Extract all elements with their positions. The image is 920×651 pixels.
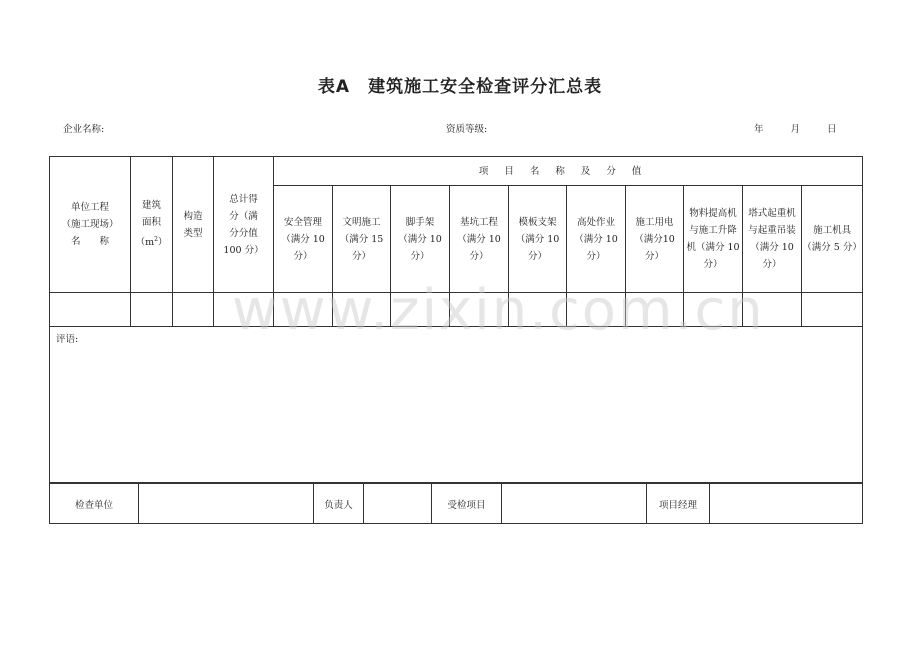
area-header-unit	[131, 231, 172, 251]
project-manager-label: 项目经理	[647, 484, 710, 524]
score-cell[interactable]	[450, 293, 509, 327]
item-header-line: 模板支架	[518, 216, 557, 228]
item-header-line: 分）	[410, 250, 430, 262]
item-header-line: 分）	[703, 259, 723, 270]
item-header-line: 文明施工	[342, 216, 381, 228]
score-cell[interactable]	[743, 293, 802, 327]
item-header-line: 与起重吊装	[748, 225, 796, 236]
score-data-row	[50, 293, 863, 327]
item-header-9	[802, 186, 863, 293]
item-header-line: 施工机具	[813, 225, 852, 236]
unit-header-line: 名 称	[70, 236, 109, 247]
item-header-0	[274, 186, 333, 293]
item-header-7	[684, 186, 743, 293]
item-header-3	[450, 186, 509, 293]
item-header-line: 基坑工程	[459, 216, 498, 228]
structure-header-line: 构造	[183, 210, 203, 222]
total-header-line: 总计得	[229, 193, 258, 205]
item-header-line: （满分 10	[457, 233, 501, 245]
item-header-line: （满分 10	[750, 242, 794, 253]
inspected-project-label: 受检项目	[432, 484, 502, 524]
item-header-4	[509, 186, 567, 293]
score-cell[interactable]	[802, 293, 863, 327]
structure-header-line: 类型	[183, 227, 203, 239]
item-header-line: 分）	[527, 250, 547, 262]
total-header-line: 分（满	[229, 210, 258, 222]
item-header-line: 塔式起重机	[748, 208, 796, 219]
item-header-line: （满分 10	[515, 233, 560, 245]
inspected-project-field[interactable]	[502, 484, 647, 524]
total-header-line: 分分值	[229, 227, 258, 239]
score-cell[interactable]	[274, 293, 333, 327]
item-header-line: 分）	[586, 250, 606, 262]
item-header-line: （满分 10	[398, 233, 442, 245]
person-in-charge-field[interactable]	[364, 484, 432, 524]
item-header-line: 分）	[293, 250, 313, 262]
item-header-line: 物料提高机	[689, 208, 737, 219]
item-header-2	[391, 186, 450, 293]
score-cell[interactable]	[333, 293, 391, 327]
item-header-line: 分）	[469, 250, 489, 262]
unit-header-line: 单位工程	[70, 202, 109, 213]
total-header-line: 100 分）	[223, 244, 264, 256]
item-header-line: 与施工升降	[689, 225, 737, 236]
person-in-charge-label: 负责人	[314, 484, 364, 524]
area-unit-close: ）	[157, 237, 168, 249]
item-header-8	[743, 186, 802, 293]
item-header-line: （满分 10	[281, 233, 325, 245]
score-cell[interactable]	[131, 293, 173, 327]
unit-header-line: （施工现场）	[61, 219, 119, 230]
item-header-6	[626, 186, 684, 293]
inspect-unit-label: 检查单位	[50, 484, 139, 524]
item-header-line: 分）	[762, 259, 782, 270]
signature-table	[49, 483, 863, 524]
score-summary-table	[49, 156, 863, 483]
structure-type-header	[173, 157, 214, 293]
item-header-line: （满分 10	[574, 233, 618, 245]
total-score-header	[214, 157, 274, 293]
area-header-line: 面积	[141, 217, 161, 229]
score-cell[interactable]	[684, 293, 743, 327]
item-header-line: （满分 5 分）	[802, 242, 862, 253]
score-cell[interactable]	[626, 293, 684, 327]
score-cell[interactable]	[509, 293, 567, 327]
item-header-line: （满分10	[634, 233, 675, 245]
item-header-line: 分）	[644, 250, 664, 262]
area-unit-open: （m	[135, 237, 155, 249]
item-header-line: 高处作业	[576, 216, 615, 228]
score-cell[interactable]	[173, 293, 214, 327]
item-header-line: （满分 15	[339, 233, 384, 245]
score-cell[interactable]	[391, 293, 450, 327]
day-label: 日	[827, 124, 837, 135]
score-cell[interactable]	[50, 293, 131, 327]
score-cell[interactable]	[214, 293, 274, 327]
title-text: 建筑施工安全检查评分汇总表	[368, 77, 603, 97]
item-header-line: 安全管理	[283, 216, 322, 228]
comment-area[interactable]	[50, 327, 863, 483]
page-title	[0, 72, 920, 97]
qualification-label: 资质等级:	[446, 124, 488, 135]
item-group-header: 项目名称及分值	[274, 157, 863, 186]
project-manager-field[interactable]	[710, 484, 863, 524]
item-header-line: 分）	[351, 250, 371, 262]
comment-label: 评语:	[56, 334, 79, 345]
watermark: www.zixin.com.cn	[232, 278, 765, 343]
unit-project-header	[50, 157, 131, 293]
item-header-5	[567, 186, 626, 293]
date-labels	[754, 121, 837, 135]
item-header-1	[333, 186, 391, 293]
building-area-header	[131, 157, 173, 293]
year-label: 年	[754, 124, 764, 135]
score-cell[interactable]	[567, 293, 626, 327]
area-unit-sup: 2	[154, 236, 158, 244]
item-header-line: 施工用电	[635, 216, 674, 228]
company-name-label: 企业名称:	[63, 124, 105, 135]
inspect-unit-field[interactable]	[139, 484, 314, 524]
item-header-line: 脚手架	[405, 216, 435, 228]
title-code: 表A	[317, 77, 351, 97]
item-header-line: 机（满分 10	[686, 242, 740, 253]
month-label: 月	[790, 124, 801, 135]
area-header-line: 建筑	[141, 200, 161, 212]
